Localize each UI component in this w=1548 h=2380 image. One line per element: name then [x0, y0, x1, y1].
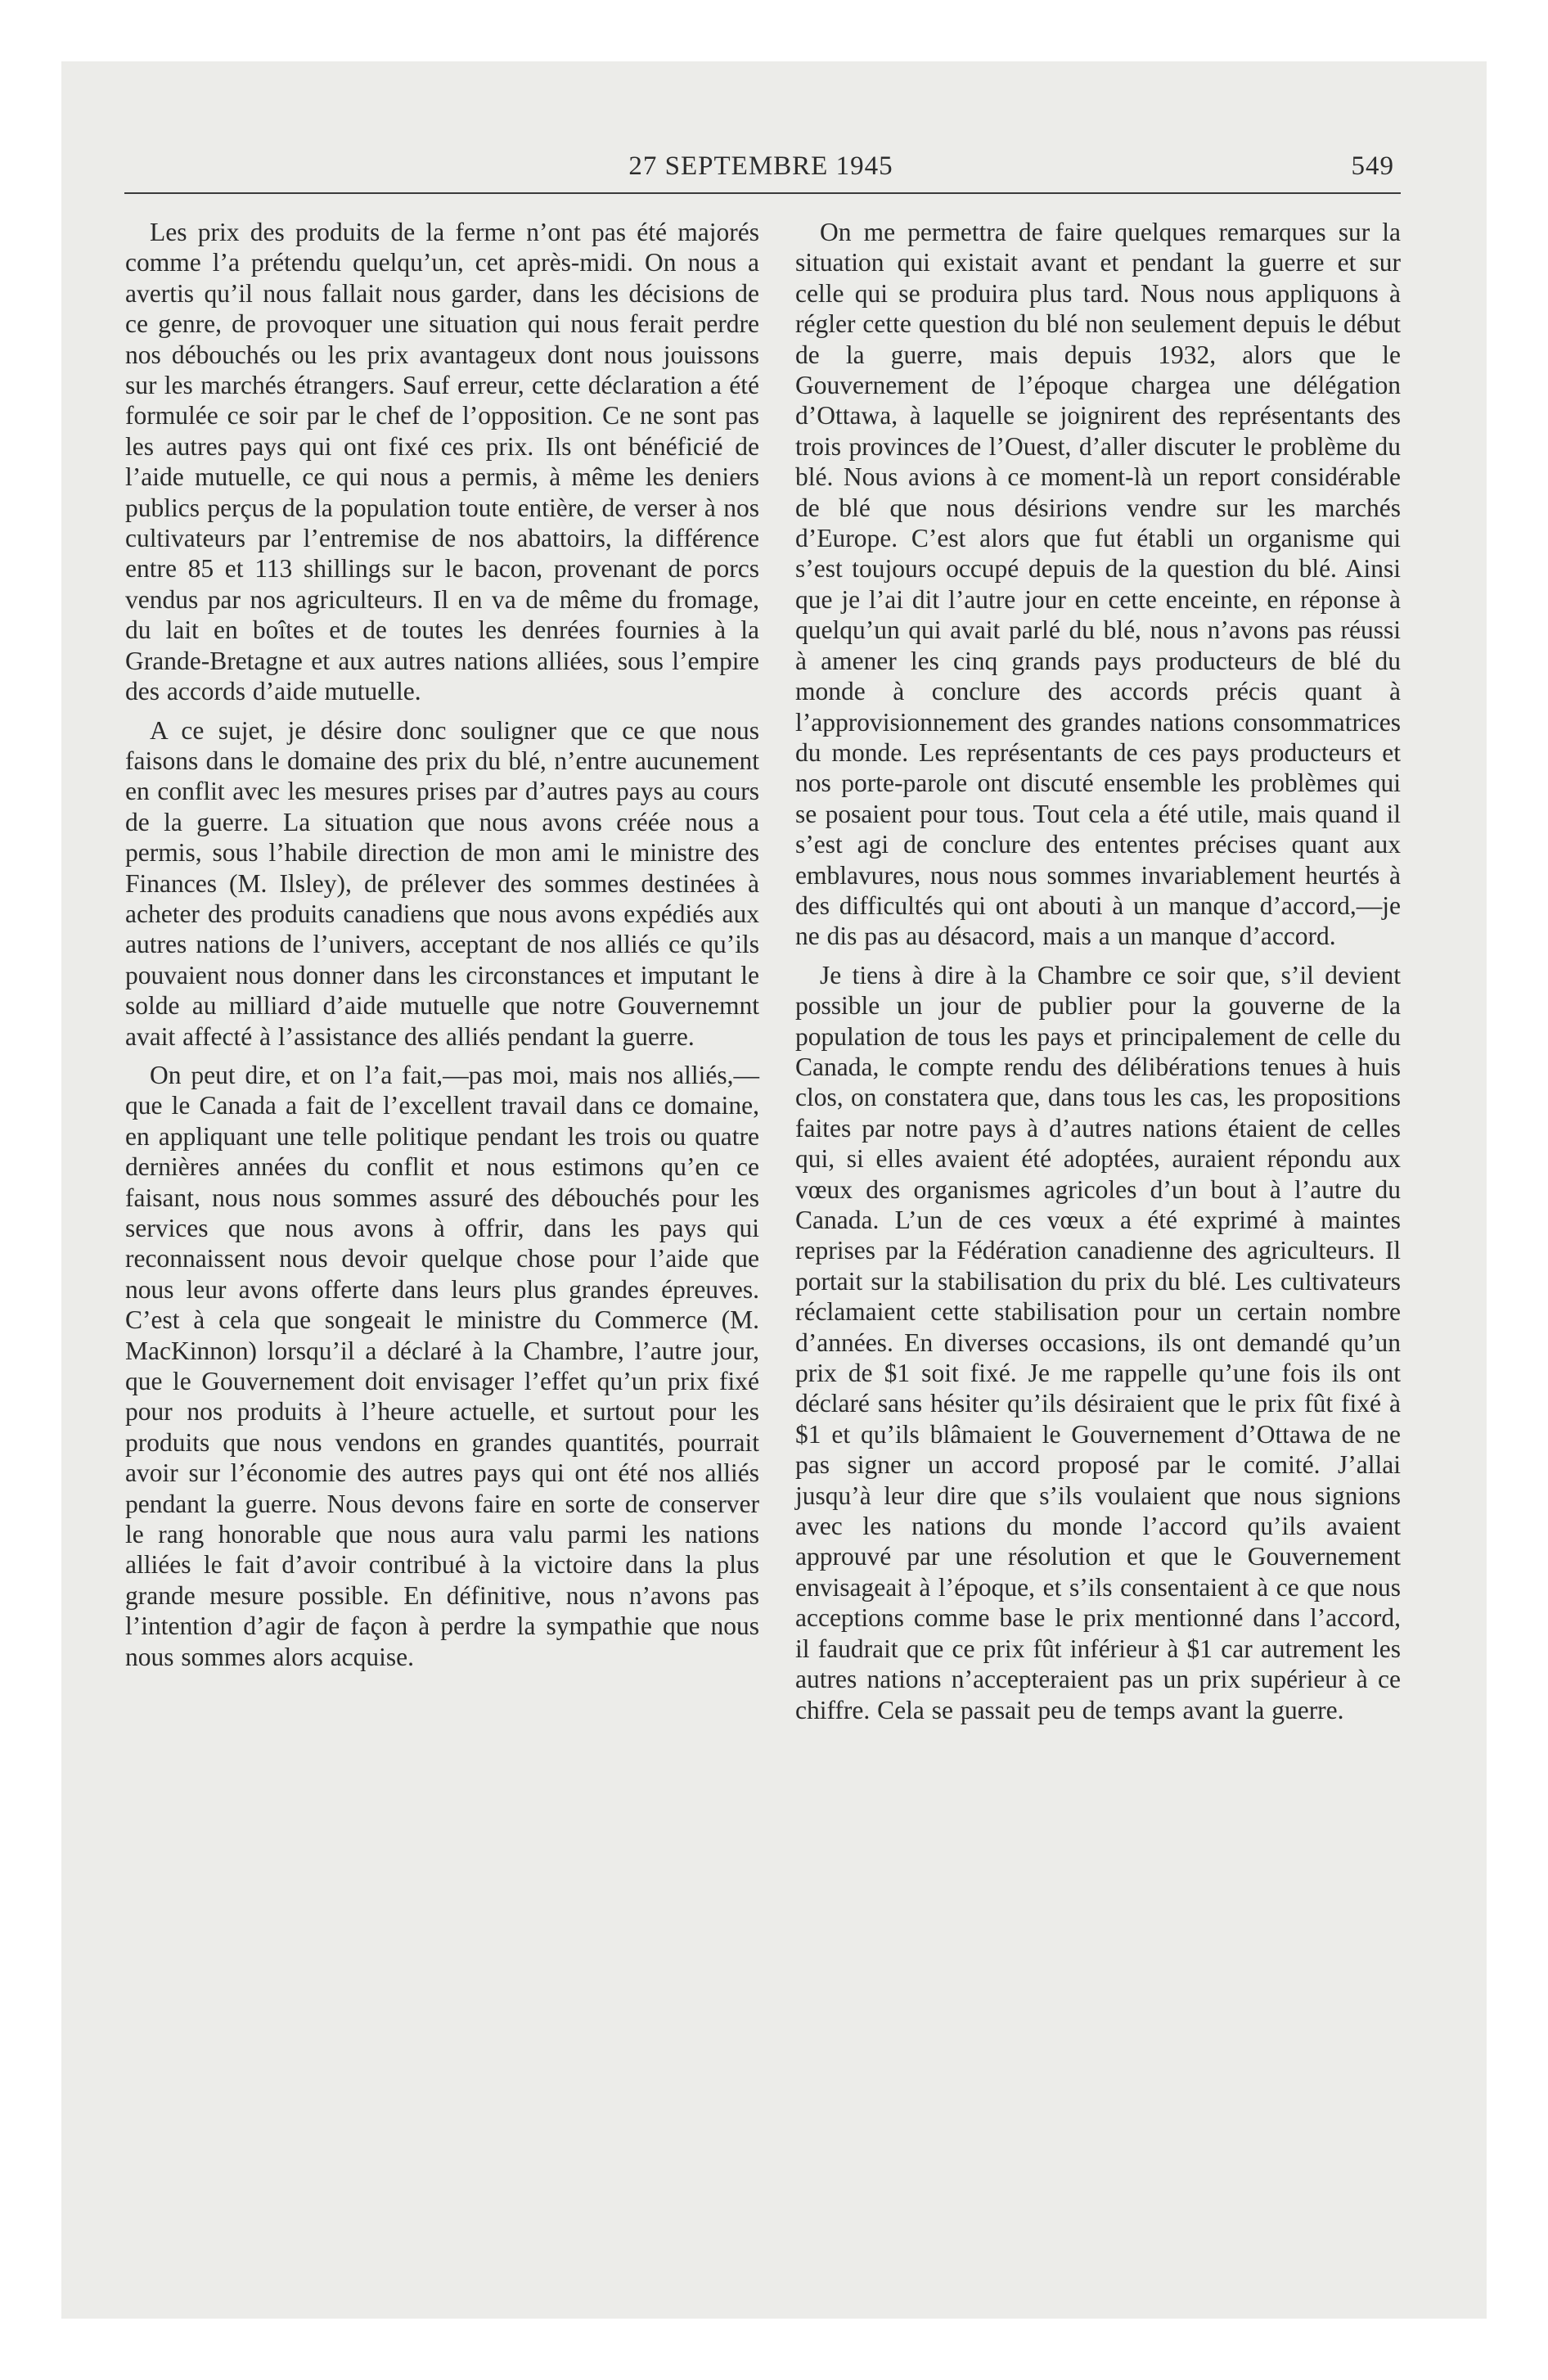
left-paragraph-2: A ce sujet, je désire donc souligner que ce que nous faisons dans le domaine des prix du blé, n’entre aucunement en conflit avec les mesures prises par d’autres pays au cours de la guerre. La situation que nous avons créée nous a permis, sous l’habile direction de mon ami le ministre des Finances (M. Ilsley), de prélever des sommes destinées à acheter des produits canadiens que nous avons expédiés aux autres nations de l’univers, acceptant de nos alliés ce qu’ils pouvaient nous donner dans les circonstances et imputant le solde au milliard d’aide mutuelle que notre Gouvernemnt avait affecté à l’assistance des alliés pendant la guerre.: [125, 715, 759, 1051]
page-number: 549: [1351, 151, 1394, 181]
page-header: [123, 151, 1399, 187]
left-column: [125, 217, 759, 1680]
right-paragraph-2: Je tiens à dire à la Chambre ce soir que, s’il devient possible un jour de publier pour la gouverne de la population de tous les pays et principalement de celle du Canada, le compte rendu des délibérations tenues à huis clos, on constatera que, dans tous les cas, les propositions faites par notre pays à d’autres nations étaient de celles qui, si elles avaient été adoptées, auraient répondu aux vœux des organismes agricoles d’un bout à l’autre du Canada. L’un de ces vœux a été exprimé à maintes reprises par la Fédération canadienne des agriculteurs. Il portait sur la stabilisation du prix du blé. Les cultivateurs réclamaient cette stabilisation pour un certain nombre d’années. En diverses occasions, ils ont demandé qu’un prix de $1 soit fixé. Je me rappelle qu’une fois ils ont déclaré sans hésiter qu’ils désiraient que le prix fût fixé à $1 et qu’ils blâmaient le Gouvernement d’Ottawa de ne pas signer un accord proposé par le comité. J’allai jusqu’à leur dire que s’ils voulaient que nous signions avec les nations du monde l’accord qu’ils avaient approuvé par une résolution et que le Gouvernement envisageait à l’époque, et s’ils consentaient à ce que nous acceptions comme base le prix mentionné dans l’accord, il faudrait que ce prix fût inférieur à $1 car autrement les autres nations n’accepteraient pas un prix supérieur à ce chiffre. Cela se passait peu de temps avant la guerre.: [795, 960, 1401, 1724]
right-column: [795, 217, 1401, 1733]
left-paragraph-3: On peut dire, et on l’a fait,—pas moi, mais nos alliés,—que le Canada a fait de l’excellent travail dans ce domaine, en appliquant une telle politique pendant les trois ou quatre dernières années du conflit et nous estimons qu’en ce faisant, nous nous sommes assuré des débouchés pour les services que nous avons à offrir, dans les pays qui reconnaissent nous devoir quelque chose pour l’aide que nous leur avons offerte dans leurs plus grandes épreuves. C’est à cela que songeait le ministre du Commerce (M. MacKinnon) lorsqu’il a déclaré à la Chambre, l’autre jour, que le Gouvernement doit envisager l’effet qu’un prix fixé pour nos produits à l’heure actuelle, et surtout pour les produits que nous vendons en grandes quantités, pourrait avoir sur l’économie des autres pays qui ont été nos alliés pendant la guerre. Nous devons faire en sorte de conserver le rang honorable que nous aura valu parmi les nations alliées le fait d’avoir contribué à la victoire dans la plus grande mesure possible. En définitive, nous n’avons pas l’intention d’agir de façon à perdre la sympathie que nous nous sommes alors acquise.: [125, 1060, 759, 1671]
header-rule: [124, 192, 1401, 194]
right-paragraph-1: On me permettra de faire quelques remarques sur la situation qui existait avant et pendant la guerre et sur celle qui se produira plus tard. Nous nous appliquons à régler cette question du blé non seulement depuis le début de la guerre, mais depuis 1932, alors que le Gouvernement de l’époque chargea une délégation d’Ottawa, à laquelle se joignirent des représentants des trois provinces de l’Ouest, d’aller discuter le problème du blé. Nous avions à ce moment-là un report considérable de blé que nous désirions vendre sur les marchés d’Europe. C’est alors que fut établi un organisme qui s’est toujours occupé depuis de la question du blé. Ainsi que je l’ai dit l’autre jour en cette enceinte, en réponse à quelqu’un qui avait parlé du blé, nous n’avons pas réussi à amener les cinq grands pays producteurs de blé du monde à conclure des accords précis quant à l’approvisionnement des grandes nations consommatrices du monde. Les représentants de ces pays producteurs et nos porte-parole ont discuté ensemble les problèmes qui se posaient pour tous. Tout cela a été utile, mais quand il s’est agi de conclure des ententes précises quant aux emblavures, nous nous sommes invariablement heurtés à des difficultés qui ont abouti à un manque d’accord,—je ne dis pas au désacord, mais a un manque d’accord.: [795, 218, 1401, 951]
header-date: 27 SEPTEMBRE 1945: [628, 151, 893, 181]
left-paragraph-1: Les prix des produits de la ferme n’ont pas été majorés comme l’a prétendu quelqu’un, cet après-midi. On nous a avertis qu’il nous fallait nous garder, dans les décisions de ce genre, de provoquer une situation qui nous ferait perdre nos débouchés ou les prix avantageux dont nous jouissons sur les marchés étrangers. Sauf erreur, cette déclaration a été formulée ce soir par le chef de l’opposition. Ce ne sont pas les autres pays qui ont fixé ces prix. Ils ont bénéficié de l’aide mutuelle, ce qui nous a permis, à même les deniers publics perçus de la population toute entière, de verser à nos cultivateurs par l’entremise de nos abattoirs, la différence entre 85 et 113 shillings sur le bacon, provenant de porcs vendus par nos agriculteurs. Il en va de même du fromage, du lait en boîtes et de toutes les denrées fournies à la Grande-Bretagne et aux autres nations alliées, sous l’empire des accords d’aide mutuelle.: [125, 218, 759, 706]
